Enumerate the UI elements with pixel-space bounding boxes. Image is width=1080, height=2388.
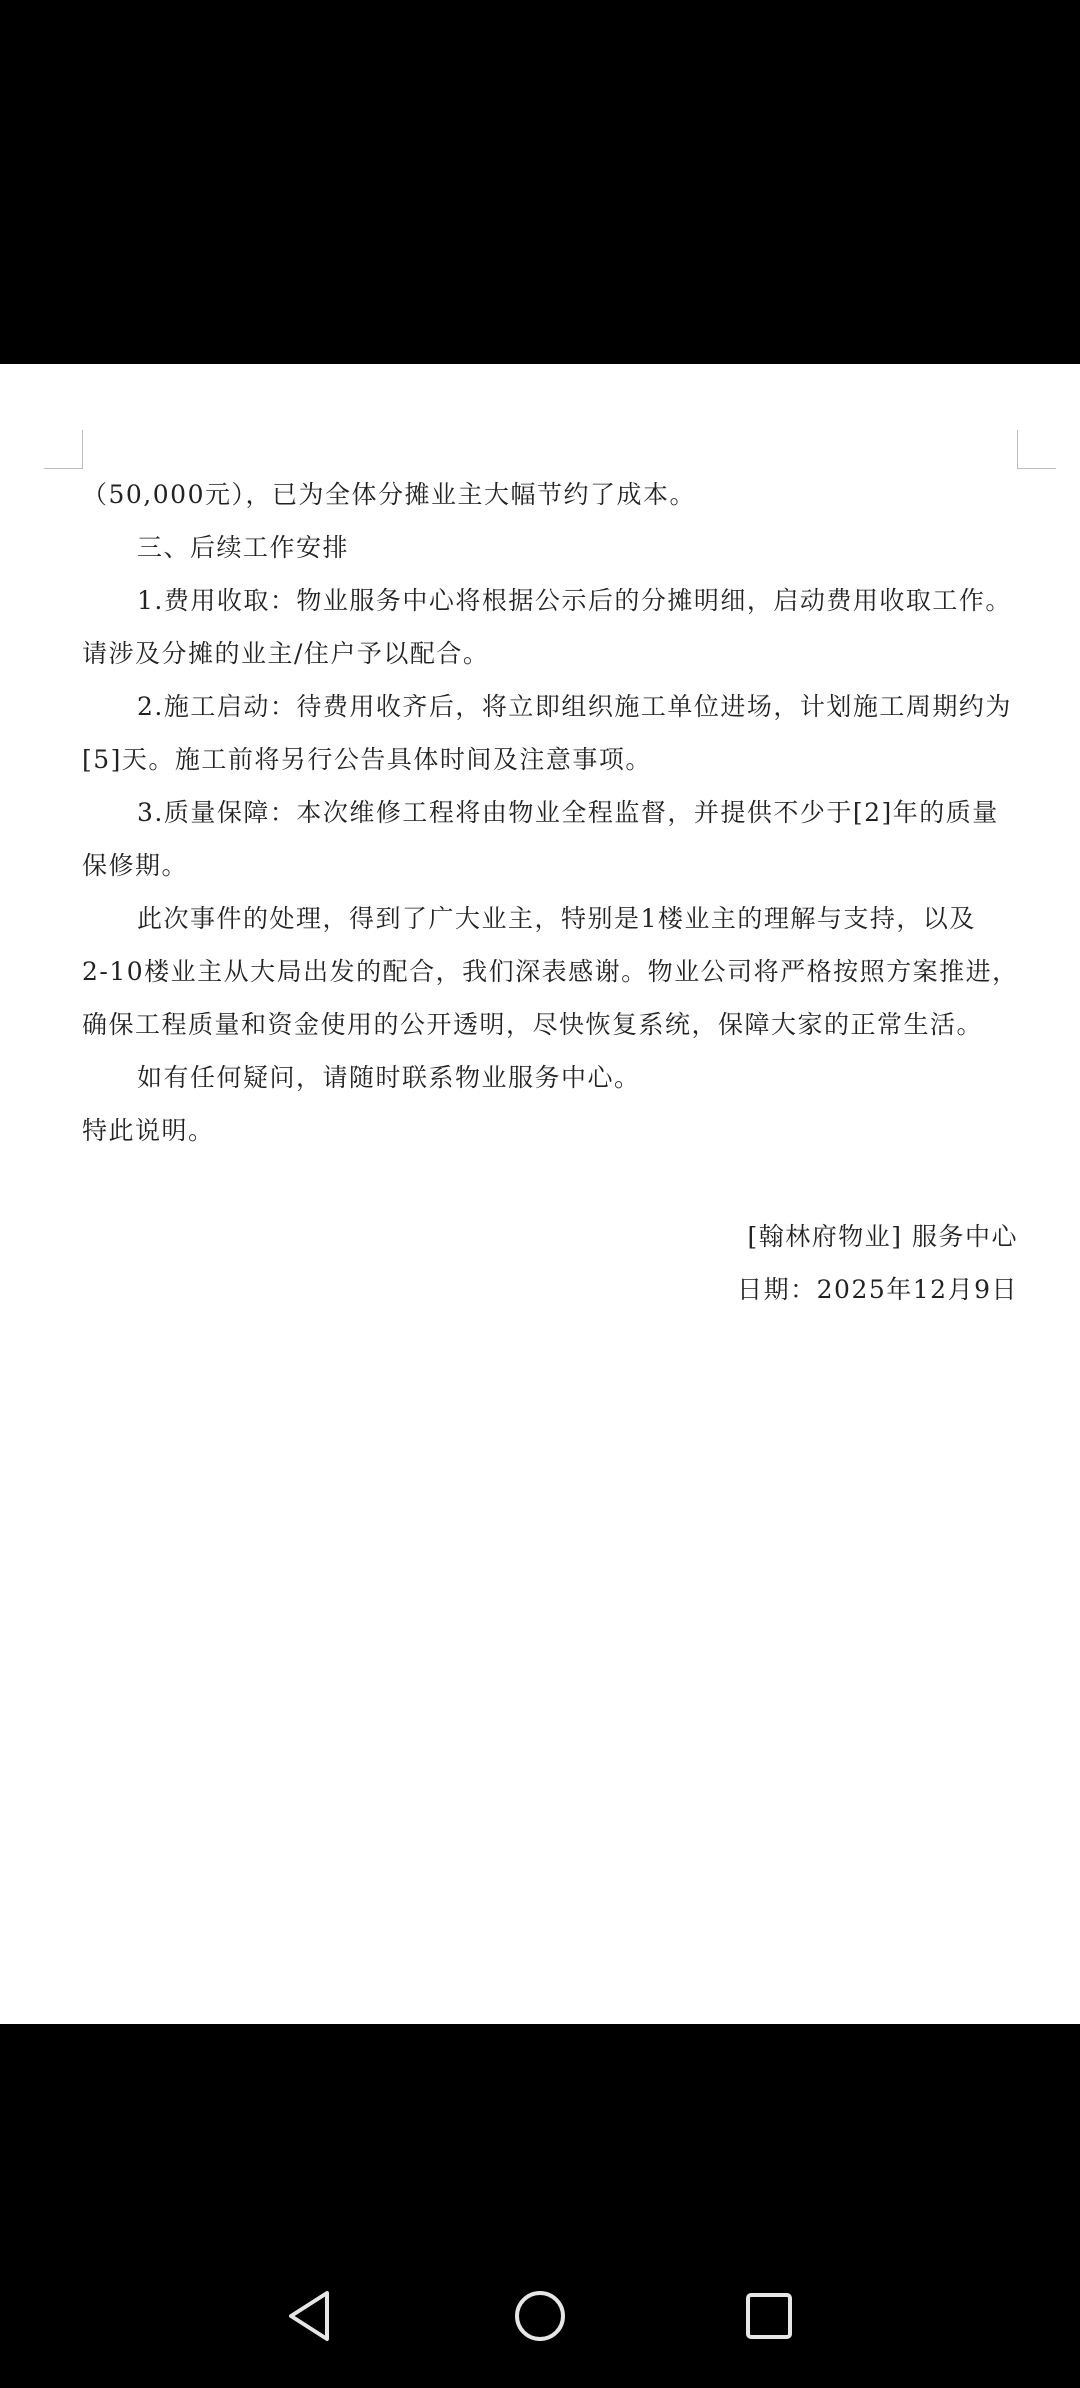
- doc-line: 请涉及分摊的业主/住户予以配合。: [82, 639, 490, 668]
- top-black-area: [0, 0, 1080, 364]
- section-heading: 三、后续工作安排: [137, 533, 350, 562]
- doc-line: 保修期。: [82, 851, 189, 880]
- page-corner-mark-left: [44, 430, 83, 469]
- signature-line: [翰林府物业] 服务中心: [747, 1222, 1018, 1251]
- document-body: [82, 468, 1018, 1316]
- doc-line: 1.费用收取：物业服务中心将根据公示后的分摊明细，启动费用收取工作。: [137, 586, 1012, 615]
- doc-line: 2-10楼业主从大局出发的配合，我们深表感谢。物业公司将严格按照方案推进，: [82, 957, 1019, 986]
- doc-line: 确保工程质量和资金使用的公开透明，尽快恢复系统，保障大家的正常生活。: [82, 1010, 984, 1039]
- recents-button[interactable]: [734, 2281, 804, 2351]
- recents-icon: [744, 2291, 794, 2341]
- doc-line: 如有任何疑问，请随时联系物业服务中心。: [137, 1063, 641, 1092]
- document-page[interactable]: [0, 364, 1080, 2024]
- doc-line: 特此说明。: [82, 1116, 215, 1145]
- blank-line: [82, 1157, 1018, 1210]
- doc-line: 此次事件的处理，得到了广大业主，特别是1楼业主的理解与支持，以及: [137, 904, 976, 933]
- home-button[interactable]: [505, 2281, 575, 2351]
- doc-line: [5]天。施工前将另行公告具体时间及注意事项。: [82, 745, 652, 774]
- navigation-bar: [0, 2024, 1080, 2388]
- home-icon: [513, 2289, 567, 2343]
- doc-line: （50,000元），已为全体分摊业主大幅节约了成本。: [82, 480, 696, 509]
- date-line: 日期：2025年12月9日: [737, 1275, 1018, 1304]
- back-button[interactable]: [275, 2281, 345, 2351]
- back-icon: [285, 2289, 335, 2343]
- doc-line: 2.施工启动：待费用收齐后，将立即组织施工单位进场，计划施工周期约为: [137, 692, 1012, 721]
- page-corner-mark-right: [1017, 430, 1056, 469]
- doc-line: 3.质量保障：本次维修工程将由物业全程监督，并提供不少于[2]年的质量: [137, 798, 999, 827]
